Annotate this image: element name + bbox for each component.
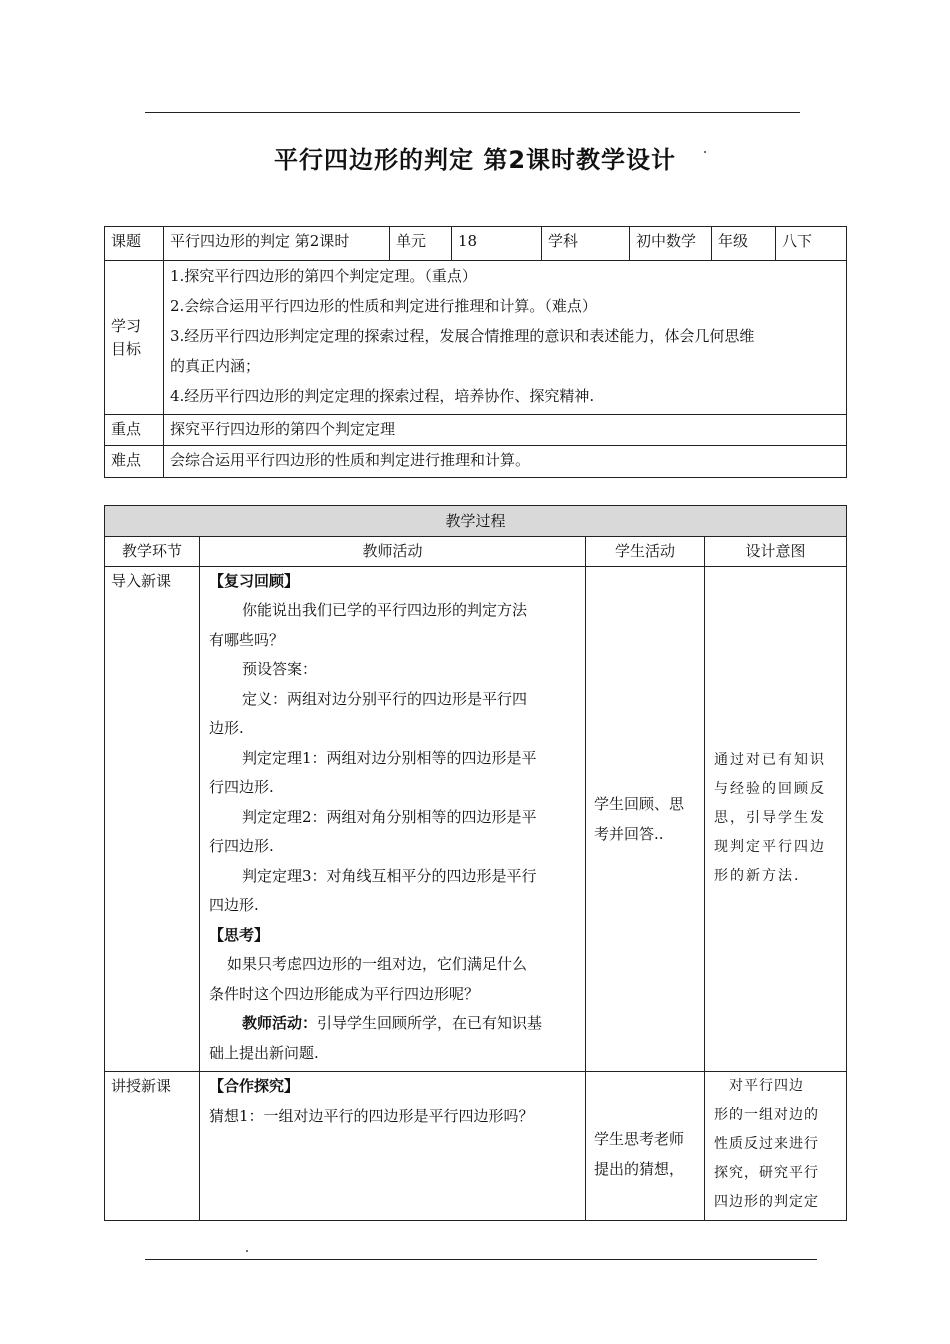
intent-line: 形的一组对边的 xyxy=(714,1107,819,1123)
teacher-activity-note-line-1 xyxy=(209,1009,579,1039)
intent-line: 对平行四边 xyxy=(714,1078,804,1094)
definition-line-2: 边形. xyxy=(209,719,244,737)
goal-item: 的真正内涵； xyxy=(170,357,261,375)
teaching-process-table xyxy=(104,505,847,1221)
design-intent-intro xyxy=(705,566,847,1072)
topic-label: 课题 xyxy=(105,227,164,261)
grade-value: 八下 xyxy=(776,227,847,261)
student-activity-line: 学生思考老师 xyxy=(594,1130,685,1148)
teacher-activity-note-line-2: 础上提出新问题. xyxy=(209,1043,319,1062)
intent-line: 思，引导学生发 xyxy=(714,810,826,827)
footer-mark xyxy=(246,1250,248,1252)
theorem-3-line-2: 四边形. xyxy=(209,896,259,914)
stage-intro: 导入新课 xyxy=(105,566,200,1072)
grade-label: 年级 xyxy=(712,227,776,261)
review-question-line-1: 你能说出我们已学的平行四边形的判定方法 xyxy=(242,601,528,619)
definition-line-1: 定义：两组对边分别平行的四边形是平行四 xyxy=(242,689,528,708)
subject-label: 学科 xyxy=(542,227,630,261)
theorem-1-line-2: 行四边形. xyxy=(209,778,274,796)
column-header-intent: 设计意图 xyxy=(705,537,847,567)
think-line-2: 条件时这个四边形能成为平行四边形呢？ xyxy=(209,984,480,1003)
difficulty-value: 会综合运用平行四边形的性质和判定进行推理和计算。 xyxy=(164,446,847,478)
review-title: 【复习回顾】 xyxy=(209,571,300,590)
column-header-stage: 教学环节 xyxy=(105,537,200,567)
preset-answer-label: 预设答案： xyxy=(242,660,318,678)
subject-value: 初中数学 xyxy=(630,227,712,261)
theorem-3-line-1: 判定定理3：对角线互相平分的四边形是平行 xyxy=(242,866,537,885)
design-intent-new-lesson xyxy=(705,1072,847,1221)
goals-label-line-2: 目标 xyxy=(111,339,142,358)
bottom-rule xyxy=(145,1259,817,1260)
student-activity-line: 提出的猜想， xyxy=(594,1160,685,1178)
goals-label xyxy=(105,261,164,415)
difficulty-label: 难点 xyxy=(105,446,164,478)
intent-line: 性质反过来进行 xyxy=(714,1136,819,1152)
coop-title: 【合作探究】 xyxy=(209,1077,300,1095)
student-activity-line: 考并回答.. xyxy=(594,824,664,843)
think-line-1: 如果只考虑四边形的一组对边，它们满足什么 xyxy=(227,955,528,973)
student-activity-line: 学生回顾、思 xyxy=(594,794,685,813)
guess-1: 猜想1：一组对边平行的四边形是平行四边形吗？ xyxy=(209,1106,534,1125)
goal-item: 2.会综合运用平行四边形的性质和判定进行推理和计算。（难点） xyxy=(170,297,597,315)
course-info-table xyxy=(104,226,847,478)
intent-line: 四边形的判定定 xyxy=(714,1194,819,1210)
top-rule xyxy=(145,112,800,113)
intent-line: 探究，研究平行 xyxy=(714,1165,819,1181)
column-header-teacher: 教师活动 xyxy=(200,537,586,567)
student-activity-new-lesson xyxy=(586,1072,705,1221)
think-title: 【思考】 xyxy=(209,925,270,944)
intent-line: 现判定平行四边 xyxy=(714,839,826,856)
theorem-2-line-2: 行四边形. xyxy=(209,837,274,855)
page-title: 平行四边形的判定 第2课时教学设计 xyxy=(273,146,677,174)
intent-line: 与经验的回顾反 xyxy=(714,781,826,798)
stage-new-lesson: 讲授新课 xyxy=(105,1072,200,1221)
key-label: 重点 xyxy=(105,415,164,446)
goals-content xyxy=(164,261,847,415)
key-value: 探究平行四边形的第四个判定定理 xyxy=(164,415,847,446)
student-activity-intro xyxy=(586,566,705,1072)
goal-item: 4.经历平行四边形的判定定理的探索过程，培养协作、探究精神. xyxy=(170,387,595,405)
teacher-activity-text: 引导学生回顾所学，在已有知识基 xyxy=(317,1014,543,1032)
topic-value: 平行四边形的判定 第2课时 xyxy=(164,227,390,261)
theorem-1-line-1: 判定定理1：两组对边分别相等的四边形是平 xyxy=(242,748,537,767)
intent-line: 形的新方法. xyxy=(714,868,801,885)
goals-label-line-1: 学习 xyxy=(111,317,142,335)
goal-item: 3.经历平行四边形判定定理的探索过程，发展合情推理的意识和表述能力，体会几何思维 xyxy=(170,327,755,345)
column-header-student: 学生活动 xyxy=(586,537,705,567)
teacher-activity-intro xyxy=(200,566,586,1072)
review-question-line-2: 有哪些吗？ xyxy=(209,630,285,649)
teacher-activity-label: 教师活动： xyxy=(242,1014,318,1032)
goal-item: 1.探究平行四边形的第四个判定定理。（重点） xyxy=(170,267,477,285)
unit-label: 单元 xyxy=(390,227,452,261)
intent-line: 通过对已有知识 xyxy=(714,752,826,769)
process-header: 教学过程 xyxy=(105,506,847,537)
theorem-2-line-1: 判定定理2：两组对角分别相等的四边形是平 xyxy=(242,807,537,826)
unit-value: 18 xyxy=(452,227,542,261)
teacher-activity-new-lesson xyxy=(200,1072,586,1221)
